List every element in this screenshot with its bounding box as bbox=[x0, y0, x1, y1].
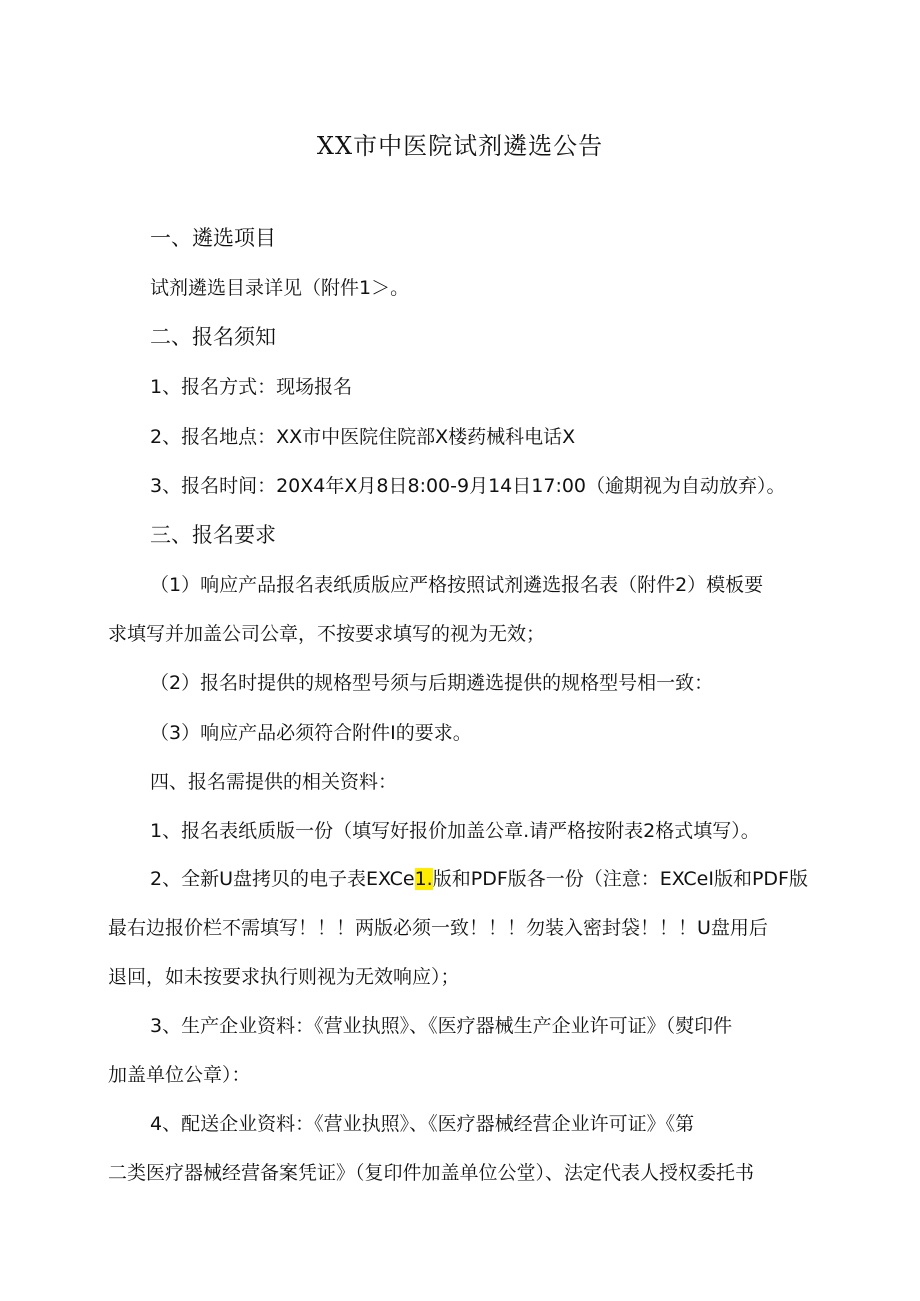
section-4-item-4-line-1: 4、配送企业资料：《营业执照》、《医疗器械经营企业许可证》《第 bbox=[150, 1113, 695, 1135]
section-3-heading: 三、报名要求 bbox=[150, 523, 276, 547]
section-2-item-2: 2、报名地点：XX市中医院住院部X楼药械科电话X bbox=[150, 426, 576, 448]
section-2-item-3: 3、报名时间：20X4年X月8日8:00-9月14日17:00（逾期视为自动放弃）。 bbox=[150, 475, 786, 497]
section-3-item-3: （3）响应产品必须符合附件I的要求。 bbox=[150, 722, 472, 744]
section-3-item-2: （2）报名时提供的规格型号须与后期遴选提供的规格型号相一致： bbox=[150, 672, 714, 694]
section-4-item-2-line-3: 退回，如未按要求执行则视为无效响应）； bbox=[108, 966, 460, 988]
section-4-item-3-line-1: 3、生产企业资料：《营业执照》、《医疗器械生产企业许可证》（熨印件 bbox=[150, 1015, 733, 1037]
section-4-item-2-line-2: 最右边报价栏不需填写！！！两版必须一致！！！勿装入密封袋！！！U盘用后 bbox=[108, 917, 768, 939]
document-title: XX市中医院试剂遴选公告 bbox=[316, 132, 604, 160]
section-4-item-2-line-1 bbox=[150, 865, 808, 893]
section-1-text: 试剂遴选目录详见（附件1＞。 bbox=[150, 277, 410, 299]
section-4-item-1: 1、报名表纸质版一份（填写好报价加盖公章.请严格按附表2格式填写）。 bbox=[150, 820, 760, 842]
section-4-item-4-line-2: 二类医疗器械经营备案凭证》（复印件加盖单位公堂）、法定代表人授权委托书 bbox=[108, 1162, 755, 1184]
section-2-item-1: 1、报名方式：现场报名 bbox=[150, 376, 353, 398]
section-3-item-1-line-2: 求填写并加盖公司公章，不按要求填写的视为无效； bbox=[108, 623, 546, 645]
highlighted-text: 1. bbox=[414, 868, 433, 890]
section-2-heading: 二、报名须知 bbox=[150, 325, 276, 349]
section-4-heading: 四、报名需提供的相关资料： bbox=[150, 771, 398, 793]
item-2-text-after: 版和PDF版各一份（注意：EXCeI版和PDF版 bbox=[432, 868, 808, 890]
section-1-heading: 一、遴选项目 bbox=[150, 226, 276, 250]
section-4-item-3-line-2: 加盖单位公章）： bbox=[108, 1064, 251, 1086]
item-2-text-before: 2、全新U盘拷贝的电子表EXCe bbox=[150, 868, 415, 890]
section-3-item-1-line-1: （1）响应产品报名表纸质版应严格按照试剂遴选报名表（附件2）模板要 bbox=[150, 574, 764, 596]
